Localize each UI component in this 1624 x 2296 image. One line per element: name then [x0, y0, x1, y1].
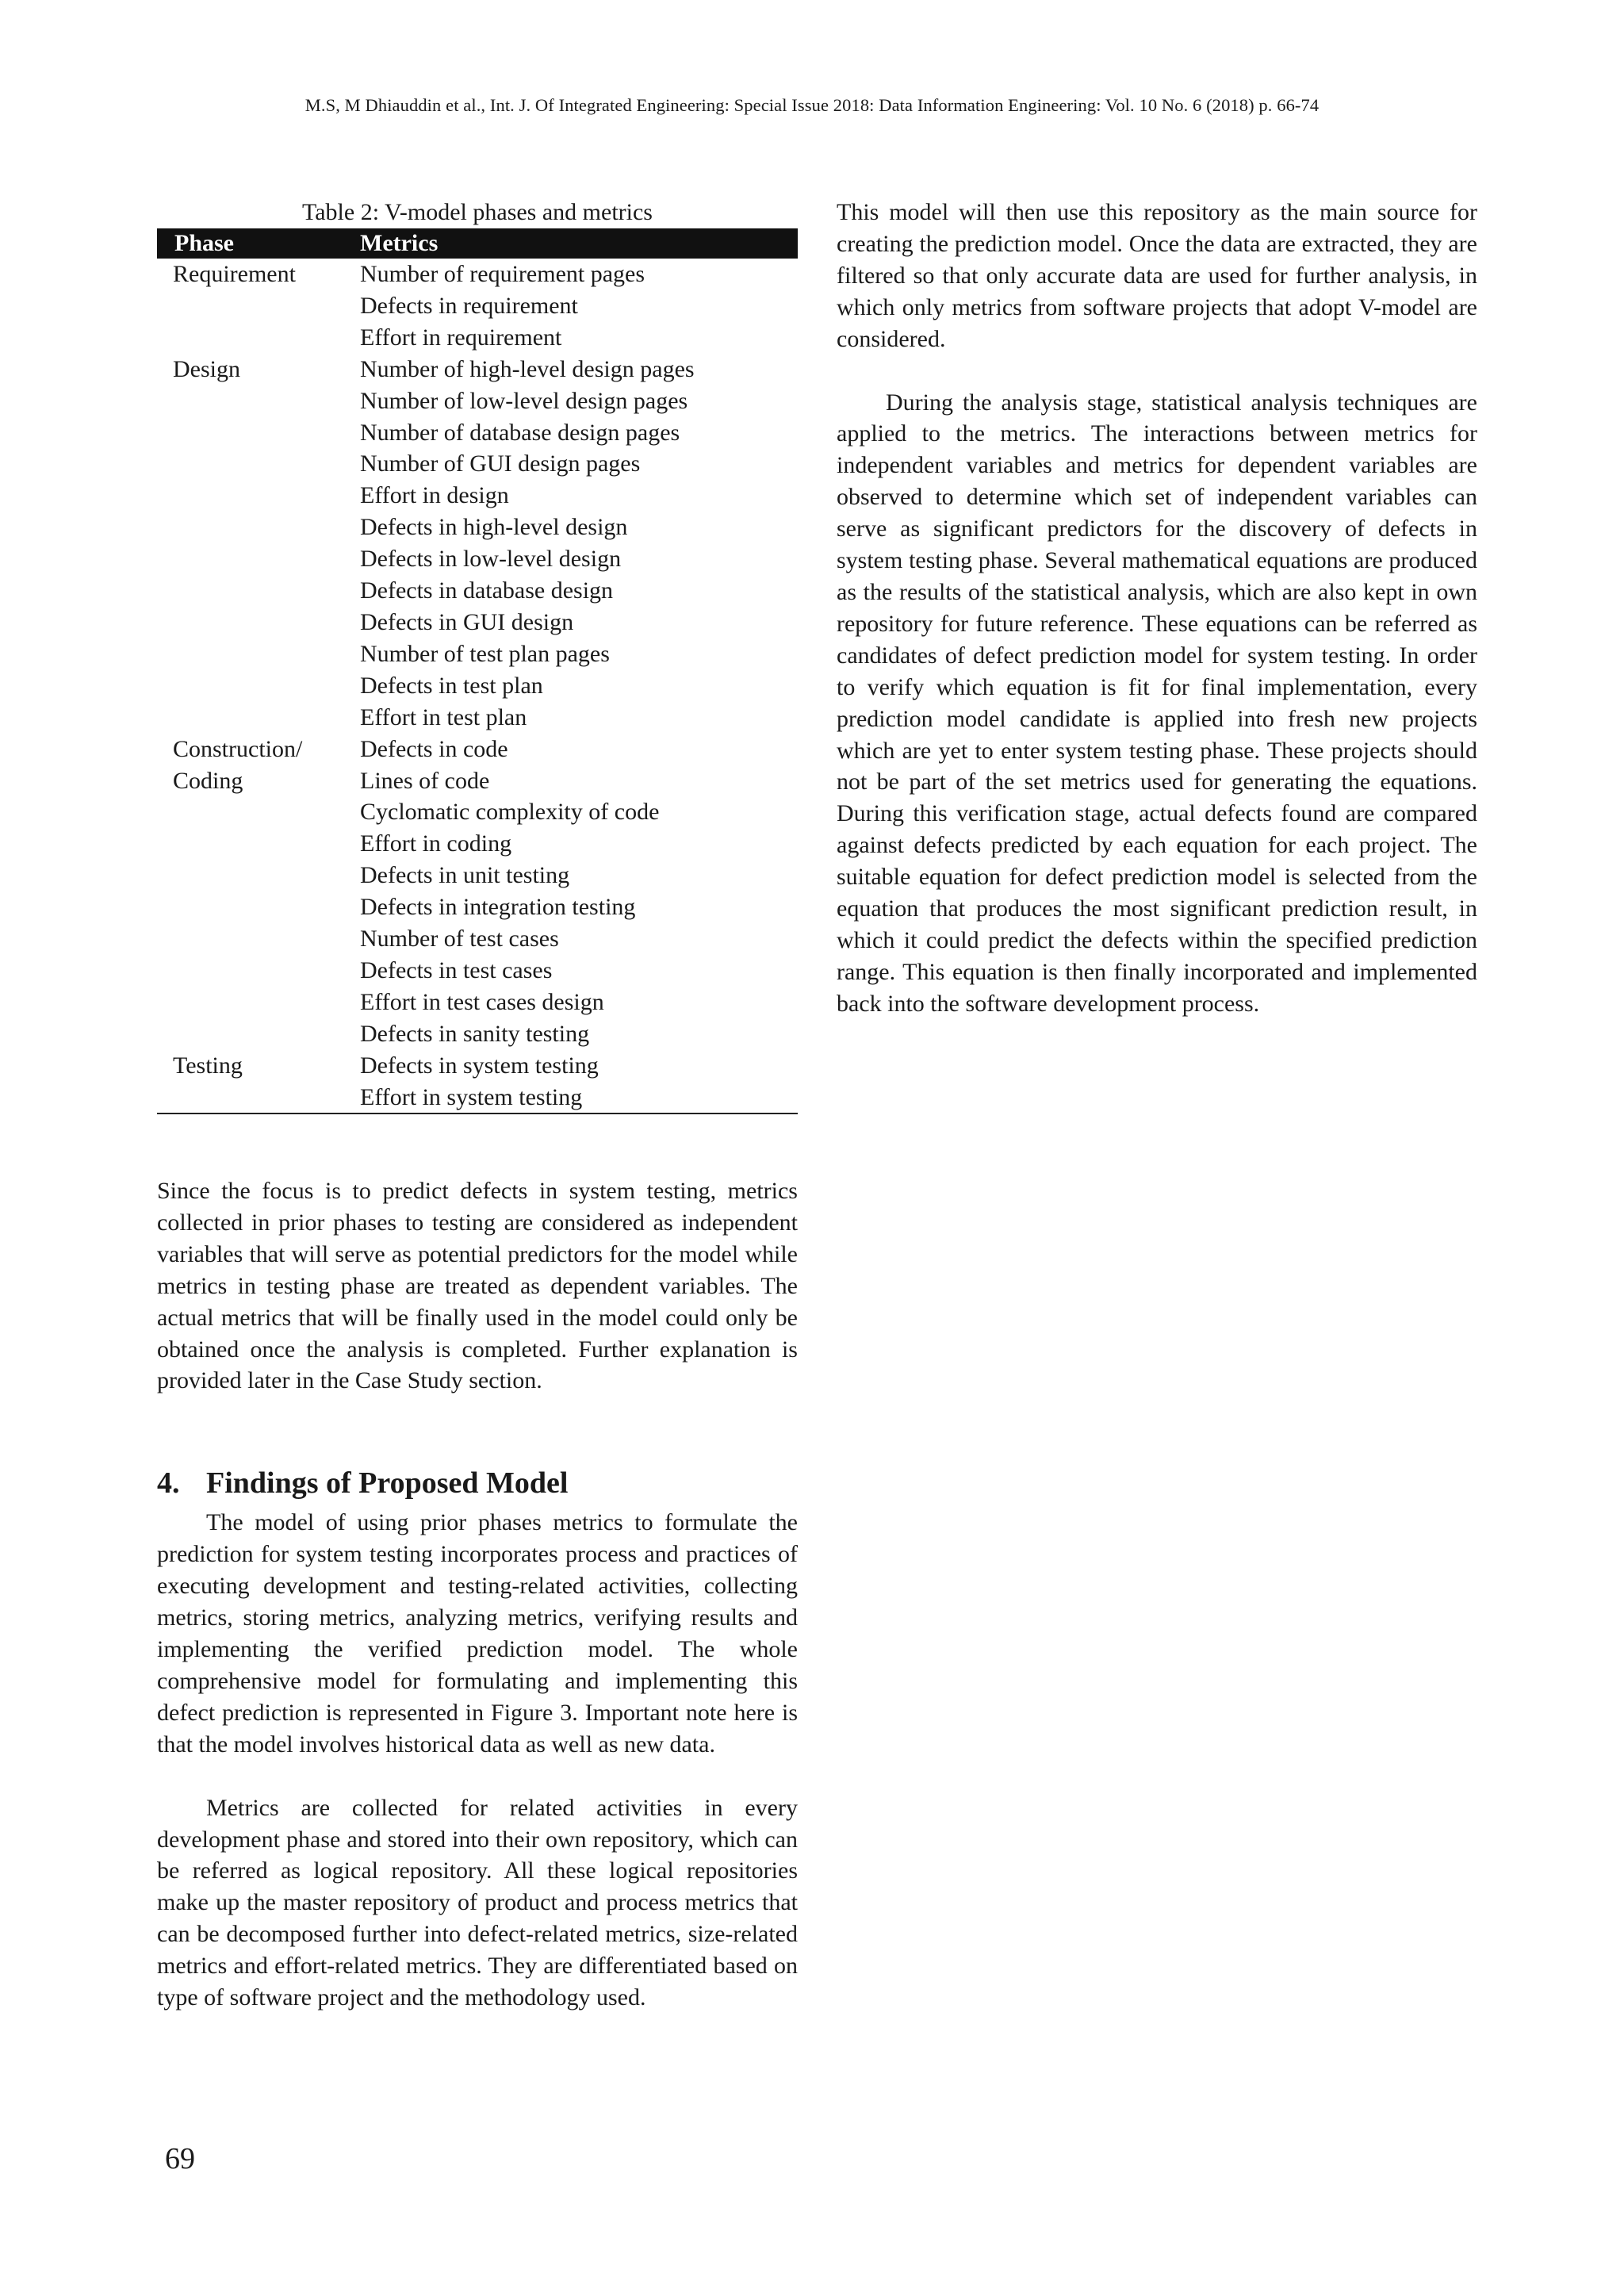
metric-cell: Effort in coding [360, 830, 512, 857]
table-row [157, 417, 798, 449]
metric-cell: Defects in code [360, 735, 508, 762]
metric-cell: Effort in design [360, 482, 509, 509]
phase-cell [157, 385, 360, 417]
metric-cell: Number of low-level design pages [360, 387, 688, 414]
phase-cell [157, 638, 360, 670]
metric-cell: Number of requirement pages [360, 261, 645, 287]
metric-cell: Defects in GUI design [360, 608, 574, 635]
table-row [157, 1018, 798, 1050]
phase-cell [157, 512, 360, 543]
metric-cell: Number of high-level design pages [360, 355, 695, 382]
metric-cell: Defects in test cases [360, 956, 553, 983]
metric-cell: Effort in system testing [360, 1082, 798, 1114]
metric-cell: Defects in integration testing [360, 894, 636, 921]
table-row [157, 638, 798, 670]
table-row [157, 734, 798, 765]
phase-cell [157, 607, 360, 638]
phase-cell [157, 1082, 360, 1114]
section-heading [157, 1464, 798, 1502]
phase-cell: Construction/ [173, 735, 303, 762]
paragraph-findings: The model of using prior phases metrics to formulate the prediction for system testing incorporates process and practices of executing development and testing-related activities, collecting metrics, storing metrics, analyzing metrics, verifying results and implementing the verified prediction model. The whole comprehensive model for formulating and implementing this defect prediction is represented in Figure 3. Important note here is that the model involves historical data as well as new data. [157, 1509, 798, 1757]
phase-cell [157, 955, 360, 987]
table-row [157, 1050, 798, 1082]
left-text [157, 1175, 798, 2014]
phase-cell [157, 448, 360, 480]
table-row [157, 923, 798, 955]
phase-cell [157, 860, 360, 891]
section-number: 4. [157, 1466, 180, 1501]
paragraph-analysis: During the analysis stage, statistical analysis techniques are applied to the metrics. The interactions between metrics for independent variables and metrics for dependent variables are observed to determine which set of independent variables can serve as significant predictors for the discovery of defects in system testing phase. Several mathematical equations are produced as the results of the statistical analysis, which are also kept in own repository for future reference. These equations can be referred as candidates of defect prediction model for system testing. In order to verify which equation is fit for final implementation, every prediction model candidate is applied into fresh new projects which are yet to enter system testing phase. These projects should not be part of the set metrics used for generating the equations. During this verification stage, actual defects found are compared against defects predicted by each equation for each project. The suitable equation for defect prediction model is selected from the equation that produces the most significant prediction result, in which it could predict the defects within the specified prediction range. This equation is then finally incorporated and implemented back into the software development process. [837, 389, 1477, 1017]
table-row [157, 259, 798, 290]
metric-cell: Number of GUI design pages [360, 450, 641, 477]
table-caption: Table 2: V-model phases and metrics [302, 199, 653, 225]
table-header-row [157, 228, 798, 259]
table-row [157, 385, 798, 417]
phase-cell [157, 923, 360, 955]
table-row [157, 607, 798, 638]
metric-cell: Defects in system testing [360, 1052, 599, 1079]
table-row [157, 828, 798, 860]
metric-cell: Number of test cases [360, 926, 559, 953]
table-row [157, 765, 798, 797]
table-row [157, 1082, 798, 1114]
table-row [157, 543, 798, 575]
metric-cell: Defects in test plan [360, 672, 543, 699]
phase-cell: Design [173, 355, 240, 382]
metric-cell: Effort in test plan [360, 703, 527, 730]
metric-cell: Defects in high-level design [360, 514, 628, 541]
metric-cell: Number of test plan pages [360, 640, 610, 667]
table-row [157, 480, 798, 512]
table-row [157, 796, 798, 828]
phase-cell [157, 1018, 360, 1050]
phase-cell [157, 891, 360, 923]
phase-cell [157, 575, 360, 607]
paragraph-repository: This model will then use this repository as the main source for creating the prediction model. Once the data are extracted, they are filtered so that only accurate data are used for further analysis, in which only metrics from software projects that adopt V-model are considered. [837, 199, 1477, 352]
col-header-phase: Phase [174, 230, 234, 256]
metric-cell: Defects in requirement [360, 292, 578, 319]
paragraph-metrics: Metrics are collected for related activities in every development phase and stored into their own repository, which can be referred as logical repository. All these logical repositories make up the master repository of product and process metrics that can be decomposed further into defect-related metrics, size-related metrics and effort-related metrics. They are differentiated based on type of software project and the methodology used. [157, 1794, 798, 2011]
phase-cell [157, 702, 360, 734]
right-text [837, 197, 1477, 1020]
metric-cell: Lines of code [360, 767, 490, 794]
table-row [157, 575, 798, 607]
table-row [157, 354, 798, 385]
table-row [157, 322, 798, 354]
metric-cell: Defects in unit testing [360, 862, 570, 889]
phase-cell [157, 670, 360, 702]
page-number: 69 [165, 2142, 195, 2175]
metric-cell: Effort in requirement [360, 324, 562, 351]
metric-cell: Defects in database design [360, 577, 614, 604]
table-row [157, 670, 798, 702]
metric-cell: Defects in sanity testing [360, 1020, 590, 1047]
phase-cell [157, 828, 360, 860]
table-row [157, 702, 798, 734]
metric-cell: Effort in test cases design [360, 988, 604, 1015]
phase-cell [157, 417, 360, 449]
phase-cell: Testing [173, 1052, 243, 1079]
metric-cell: Defects in low-level design [360, 546, 622, 573]
running-header: M.S, M Dhiauddin et al., Int. J. Of Integrated Engineering: Special Issue 2018: Data Information Engineering: Vol. 10 No. 6 (2018) p. 66-74 [304, 95, 1320, 115]
table-row [157, 891, 798, 923]
table-row [157, 290, 798, 322]
phase-cell: Coding [173, 767, 243, 794]
metric-cell: Cyclomatic complexity of code [360, 799, 660, 826]
table-row [157, 512, 798, 543]
paragraph-focus: Since the focus is to predict defects in system testing, metrics collected in prior phases to testing are considered as independent variables that will serve as potential predictors for the model while metrics in testing phase are treated as dependent variables. The actual metrics that will be finally used in the model could only be obtained once the analysis is completed. Further explanation is provided later in the Case Study section. [157, 1178, 798, 1394]
table-row [157, 987, 798, 1018]
phase-cell [157, 543, 360, 575]
phase-cell [157, 322, 360, 354]
phase-cell [157, 290, 360, 322]
phase-cell [157, 480, 360, 512]
table-block [157, 197, 798, 1114]
table-row [157, 448, 798, 480]
phase-cell [157, 987, 360, 1018]
col-header-metrics: Metrics [360, 230, 439, 256]
table-row [157, 955, 798, 987]
phase-cell: Requirement [173, 261, 296, 287]
table-row [157, 860, 798, 891]
metric-cell: Number of database design pages [360, 419, 680, 446]
phase-cell [157, 796, 360, 828]
vmodel-table [157, 228, 798, 1114]
section-title: Findings of Proposed Model [206, 1466, 569, 1501]
table-body [157, 259, 798, 1114]
